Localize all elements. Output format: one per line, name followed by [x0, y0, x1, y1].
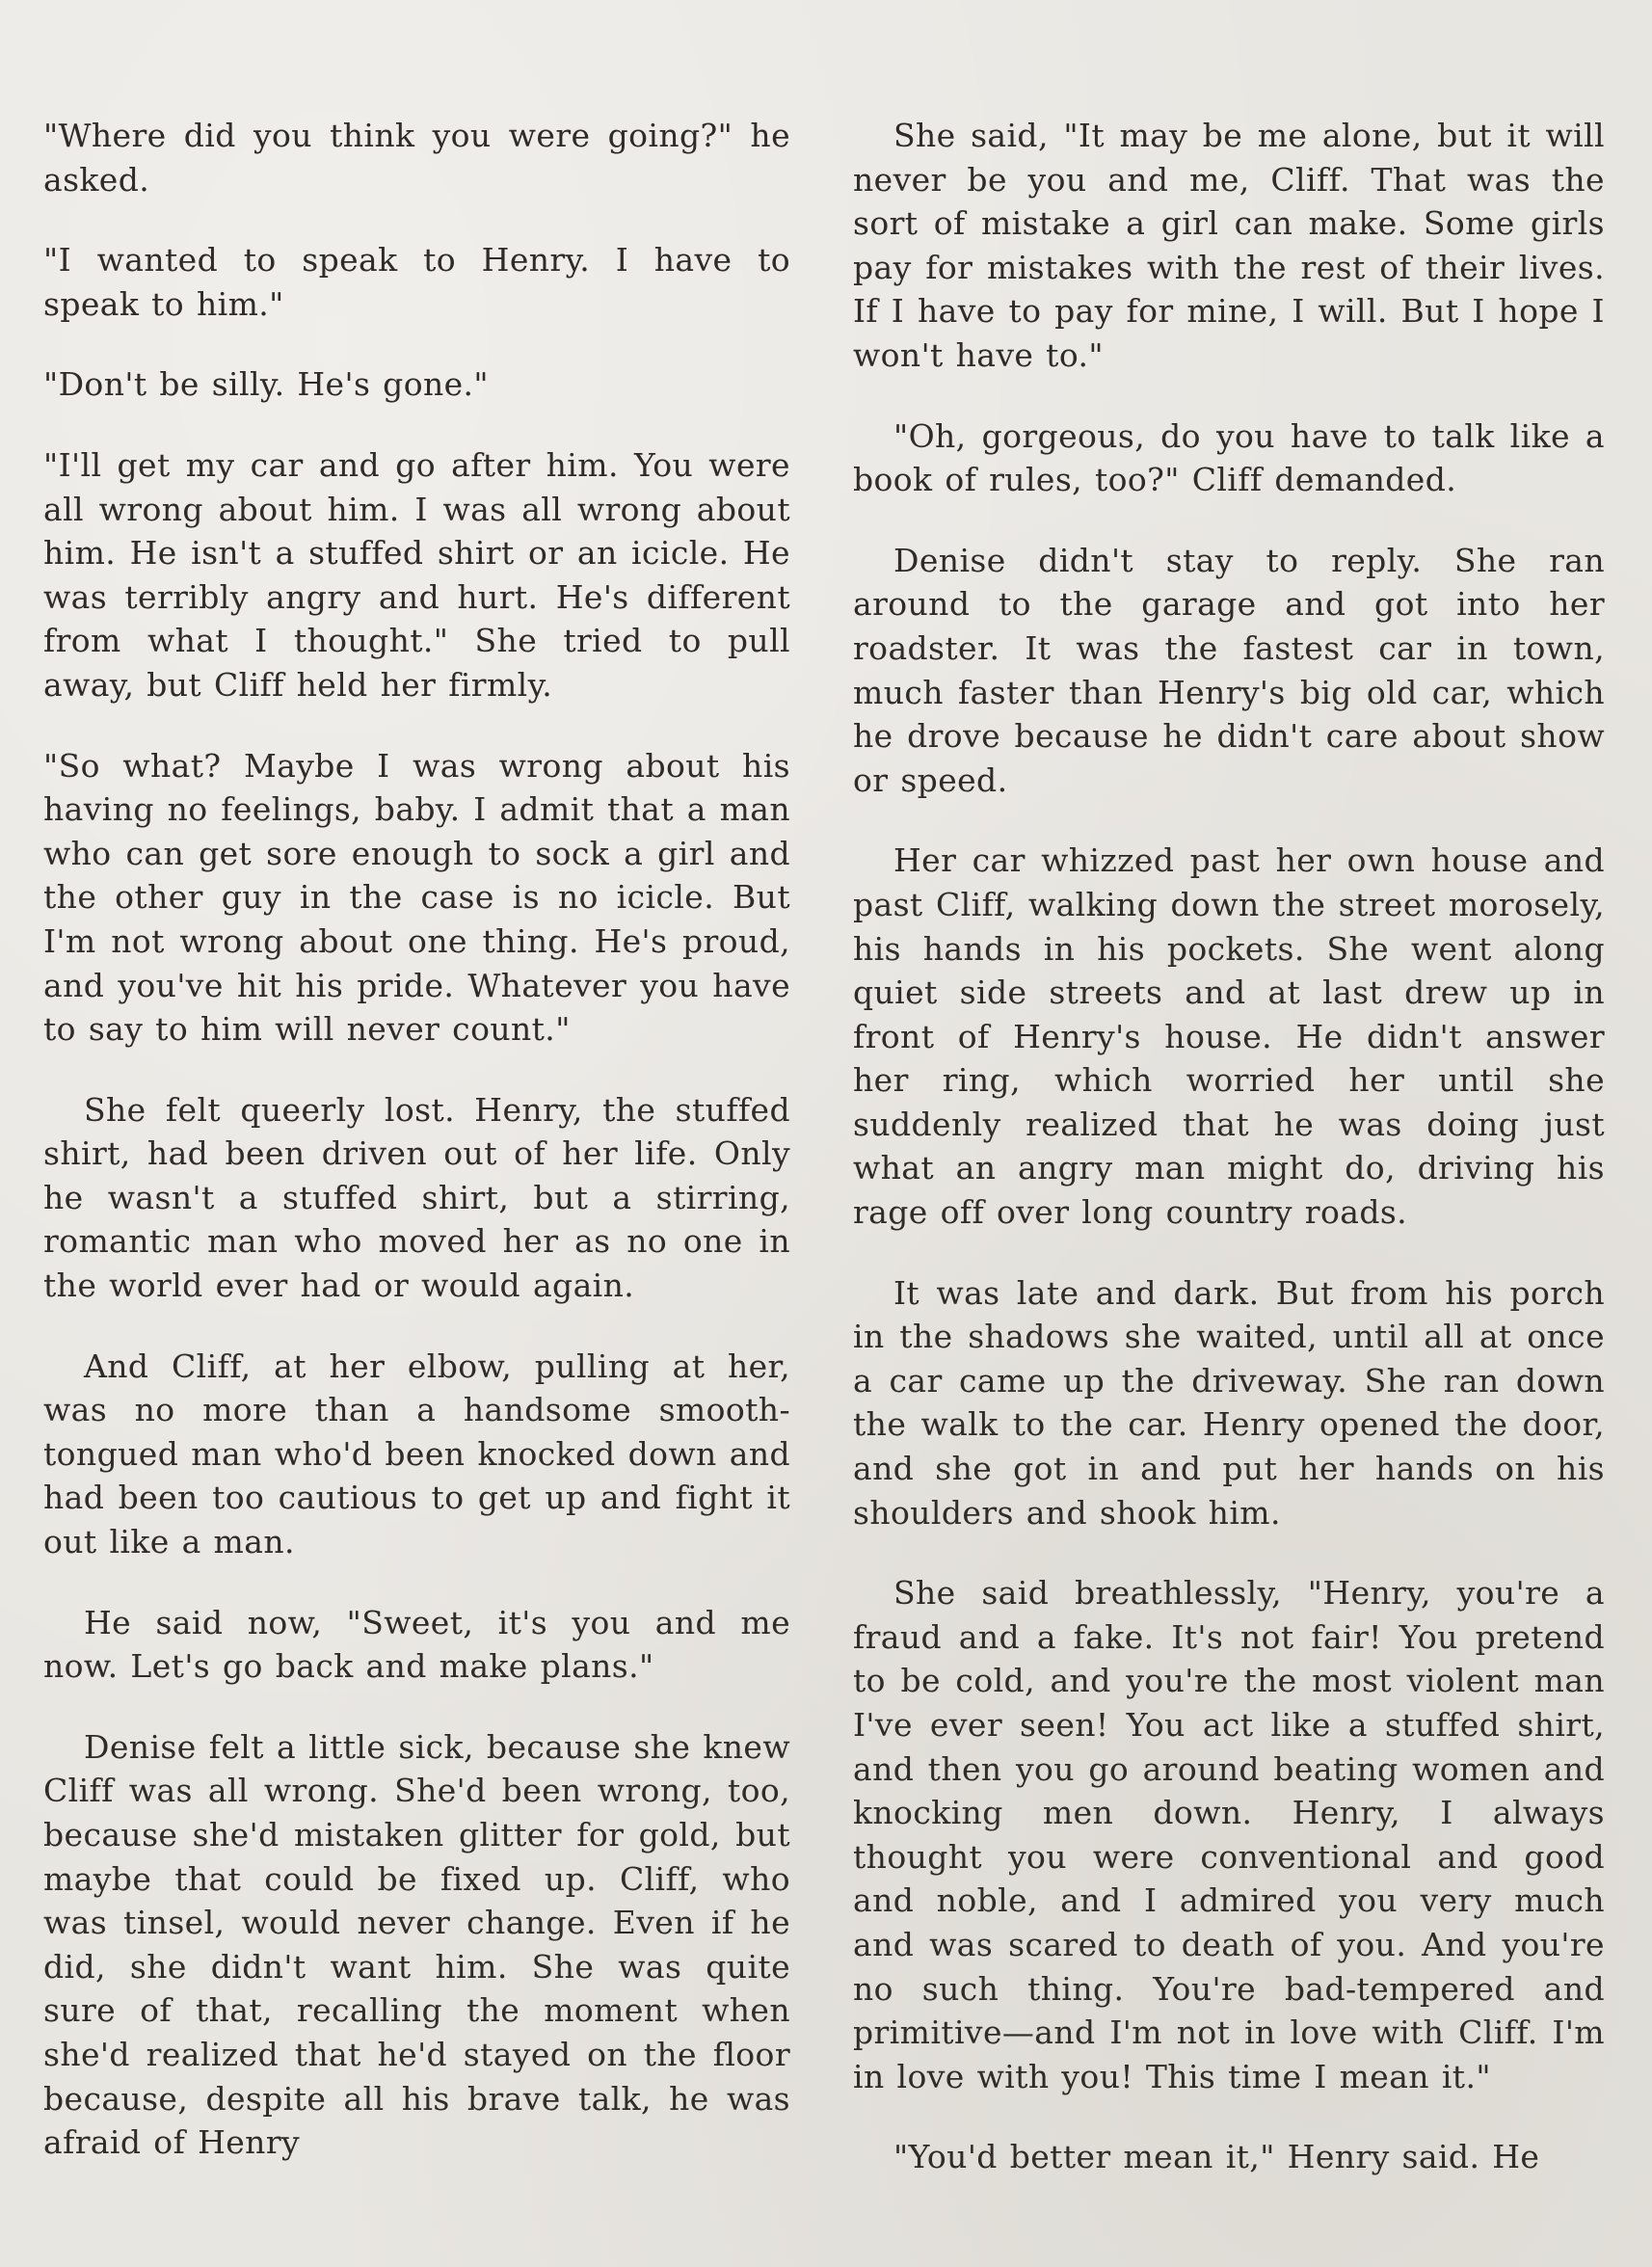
paragraph: Denise felt a little sick, because she knew Cliff was all wrong. She'd been wrong, too, because she'd mistaken glitter for gold, but maybe that could be fixed up. Cliff, who was tinsel, would never change. Even if he did, she didn't want him. She was quite sure of that, recalling the moment when she'd realized that he'd stayed on the floor because, despite all his brave talk, he was afraid of Henry [43, 1727, 790, 2162]
paragraph: "You'd better mean it," Henry said. He [893, 2138, 1540, 2176]
paragraph: Denise didn't stay to reply. She ran around to the garage and got into her roadster. It was the fastest car in town, much faster than Henry's big old car, which he drove because he didn't care about show or speed. [853, 541, 1605, 799]
paragraph: She felt queerly lost. Henry, the stuffed shirt, had been driven out of her life. Only he wasn't a stuffed shirt, but a stirring, romantic man who moved her as no one in the world ever had or would again. [43, 1090, 790, 1305]
left-text-column [43, 114, 790, 2201]
paragraph: "I'll get my car and go after him. You were all wrong about him. I was all wrong about him. He isn't a stuffed shirt or an icicle. He was terribly angry and hurt. He's different from what I thought." She tried to pull away, but Cliff held her firmly. [43, 445, 790, 704]
paragraph: "So what? Maybe I was wrong about his having no feelings, baby. I admit that a man who can get sore enough to sock a girl and the other guy in the case is no icicle. But I'm not wrong about one thing. He's proud, and you've hit his pride. Whatever you have to say to him will never count." [43, 746, 790, 1049]
paragraph: And Cliff, at her elbow, pulling at her, was no more than a handsome smooth-tongued man who'd been knocked down and had been too cautious to get up and fight it out like a man. [43, 1347, 790, 1561]
paragraph: Her car whizzed past her own house and past Cliff, walking down the street morosely, his hands in his pockets. She went along quiet side streets and at last drew up in front of Henry's house. He didn't answer her ring, which worried her until she suddenly realized that he was doing just what an angry man might do, driving his rage off over long country roads. [853, 841, 1605, 1232]
paragraph: "Don't be silly. He's gone." [43, 365, 490, 404]
paragraph: "I wanted to speak to Henry. I have to speak to him." [43, 241, 790, 323]
paragraph: She said breathlessly, "Henry, you're a fraud and a fake. It's not fair! You pretend to be cold, and you're the most violent man I've ever seen! You act like a stuffed shirt, and then you go around beating women and knocking men down. Henry, I always thought you were conventional and good and noble, and I admired you very much and was scared to death of you. And you're no such thing. You're bad-tempered and primitive—and I'm not in love with Cliff. I'm in love with you! This time I mean it." [853, 1574, 1605, 2095]
right-text-column [853, 114, 1605, 2216]
paragraph: He said now, "Sweet, it's you and me now. Let's go back and make plans." [43, 1603, 790, 1686]
paragraph: It was late and dark. But from his porch in the shadows she waited, until all at once a car came up the driveway. She ran down the walk to the car. Henry opened the door, and she got in and put her hands on his shoulders and shook him. [853, 1273, 1605, 1532]
paragraph: She said, "It may be me alone, but it will never be you and me, Cliff. That was the sort of mistake a girl can make. Some girls pay for mistakes with the rest of their lives. If I have to pay for mine, I will. But I hope I won't have to." [853, 117, 1605, 374]
paragraph: "Oh, gorgeous, do you have to talk like a book of rules, too?" Cliff demanded. [853, 416, 1605, 499]
paragraph: "Where did you think you were going?" he asked. [43, 117, 790, 199]
